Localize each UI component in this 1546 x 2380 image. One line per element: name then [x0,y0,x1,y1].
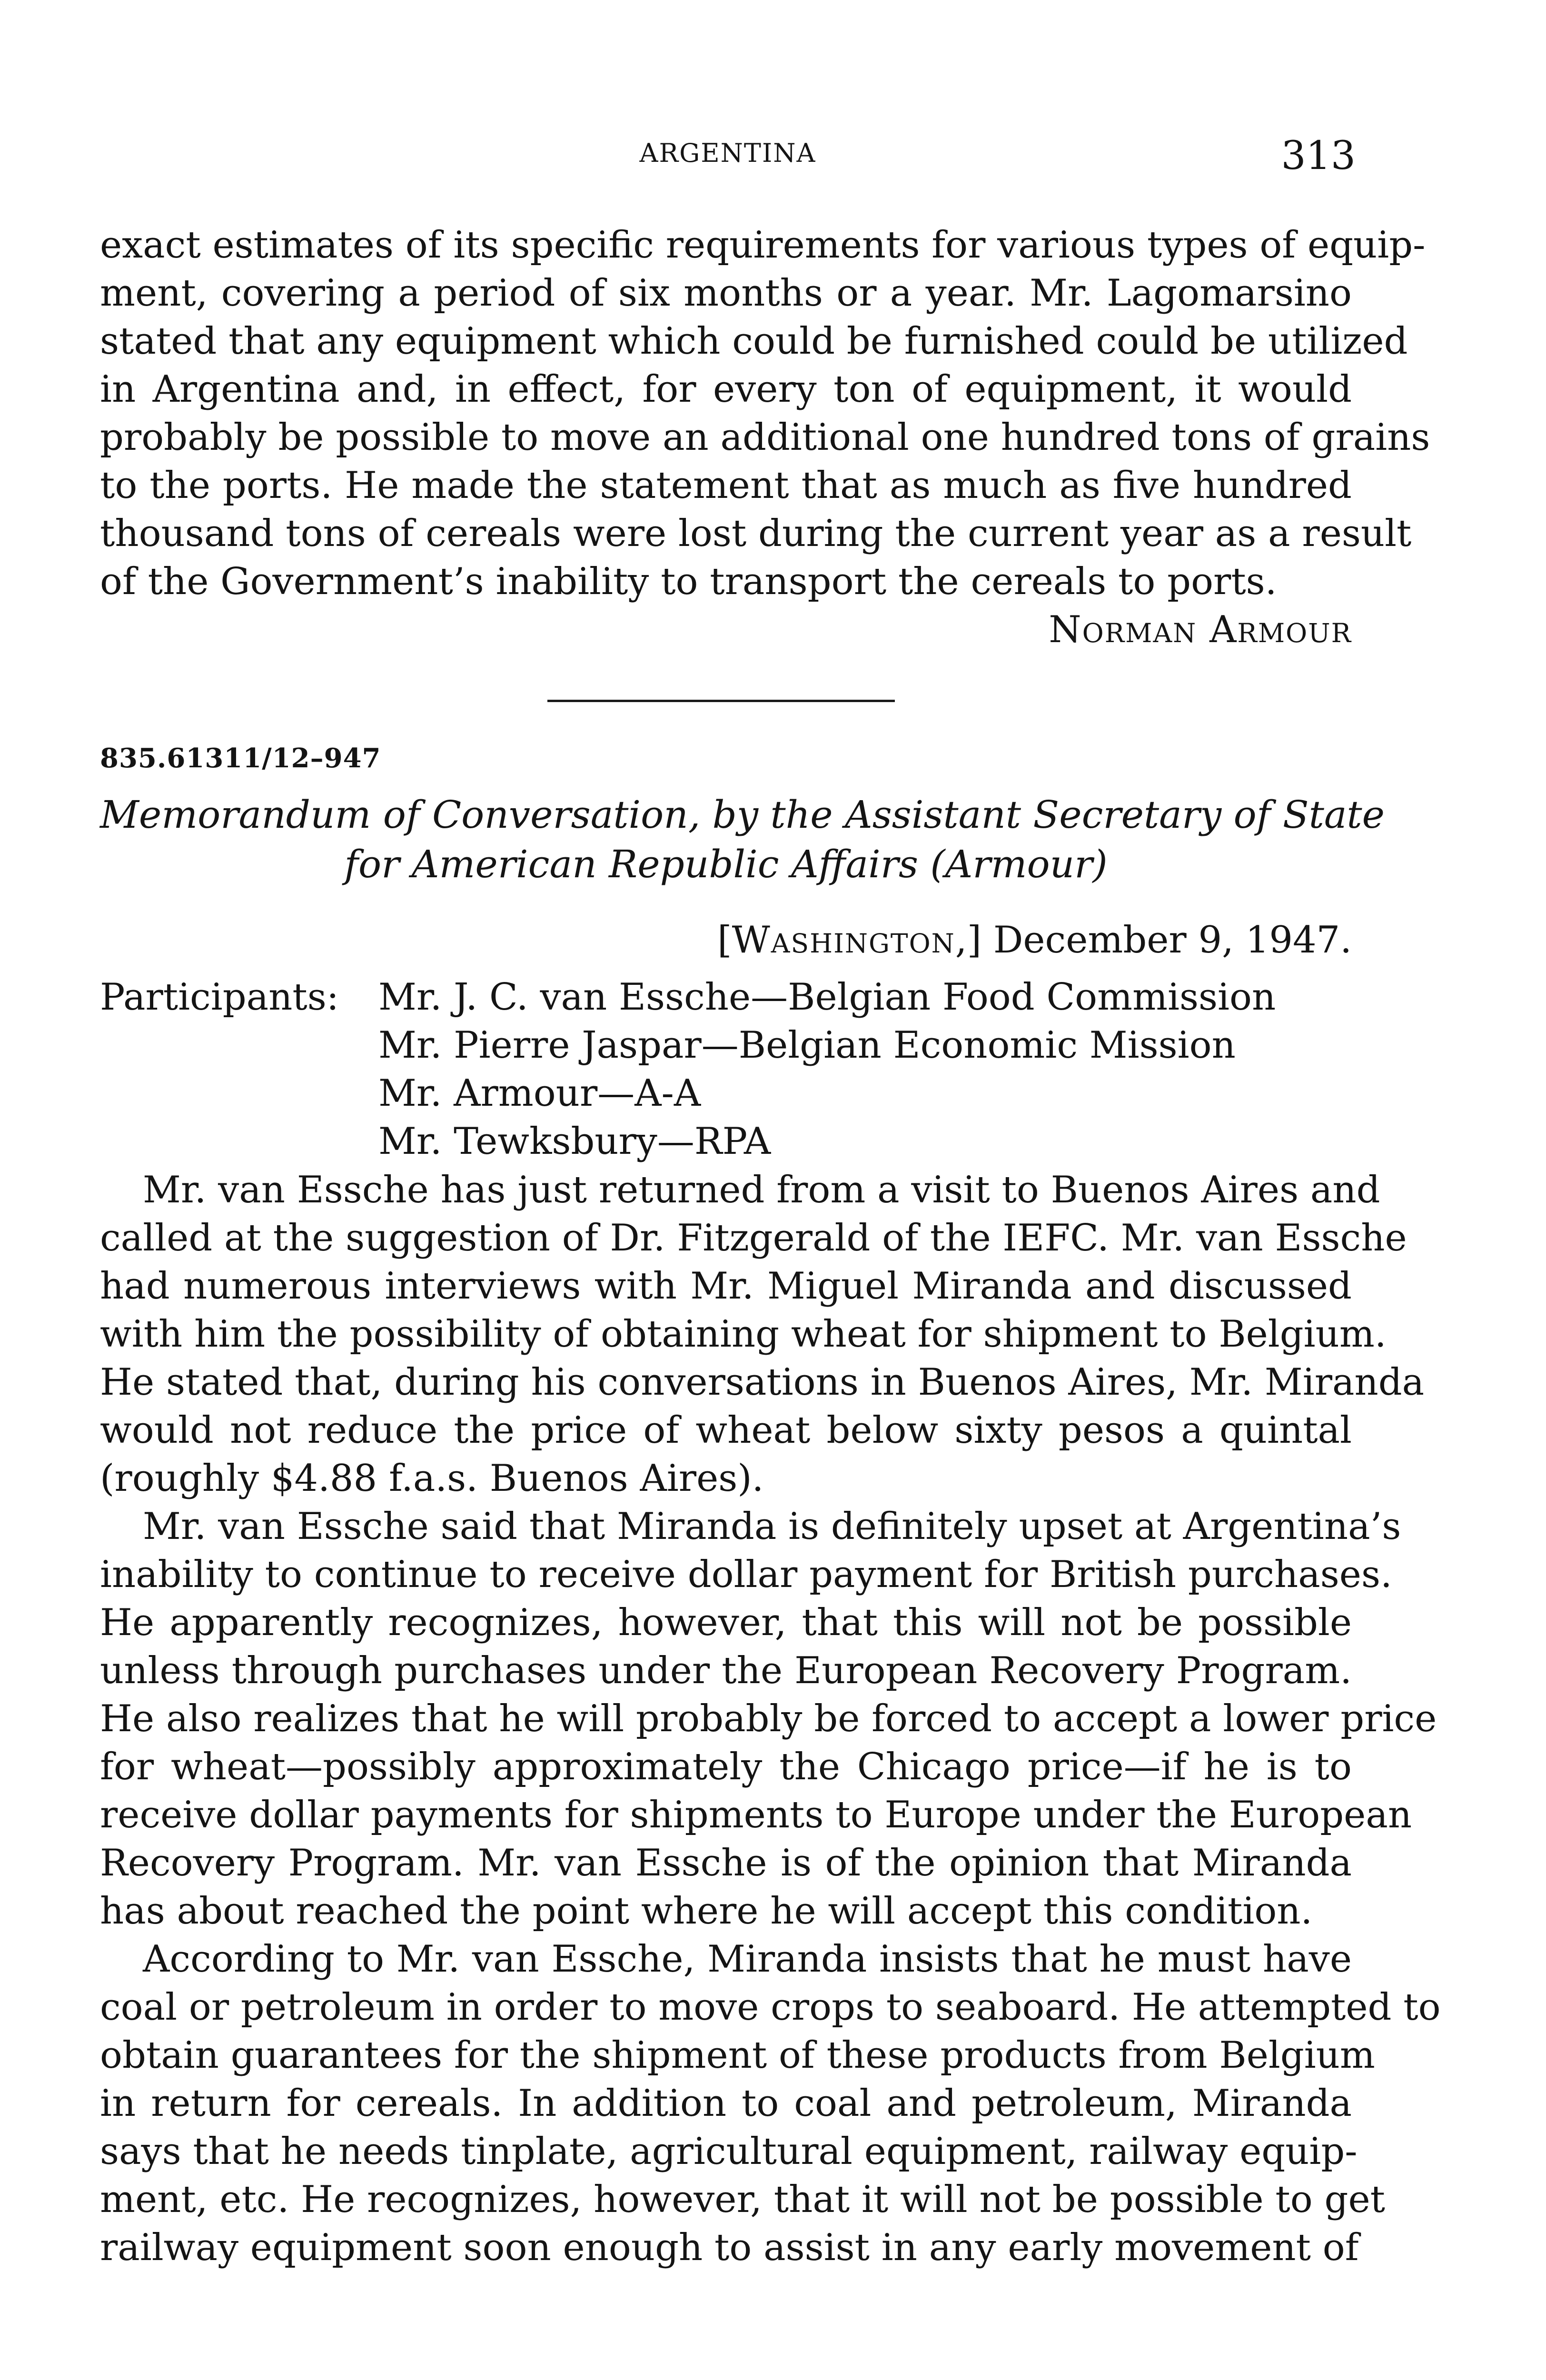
previous-letter-ending [100,221,1430,654]
document-file-number: 835.61311/12–947 [100,743,381,774]
text-line: in return for cereals. In addition to coal and petroleum, Miranda [100,2082,1352,2125]
participants-list [378,973,1276,1166]
text-line: in Argentina and, in effect, for every ton of equipment, it would [100,368,1352,411]
text-line: Mr. van Essche has just returned from a visit to Buenos Aires and [143,1169,1380,1211]
participant: Mr. Armour—A-A [378,1072,701,1115]
dateline-place: Washington [732,919,955,962]
text-line: probably be possible to move an additional one hundred tons of grains [100,416,1430,459]
participant: Mr. Tewksbury—RPA [378,1120,771,1163]
dateline-open-bracket: [ [717,919,732,962]
page-header [100,133,1356,190]
section-divider [547,700,895,702]
memo-body [100,1166,1441,2272]
text-line: He also realizes that he will probably be forced to accept a lower price [100,1697,1437,1740]
text-line: would not reduce the price of wheat below sixty pesos a quintal [100,1409,1352,1452]
text-line: called at the suggestion of Dr. Fitzgerald of the IEFC. Mr. van Essche [100,1217,1407,1259]
text-line: for wheat—possibly approximately the Chicago price—if he is to [100,1745,1352,1788]
title-line: for American Republic Affairs (Armour) [344,842,1108,886]
text-line: to the ports. He made the statement that as much as five hundred [100,464,1352,507]
text-line: railway equipment soon enough to assist in any early movement of [100,2226,1359,2269]
text-line: had numerous interviews with Mr. Miguel Miranda and discussed [100,1265,1352,1308]
text-line: exact estimates of its specific requirements for various types of equip- [100,224,1426,267]
text-line: ment, etc. He recognizes, however, that it will not be possible to get [100,2178,1385,2221]
running-head: ARGENTINA [639,138,816,168]
page-number: 313 [1281,133,1356,178]
text-line: (roughly $4.88 f.a.s. Buenos Aires). [100,1457,764,1500]
text-line: unless through purchases under the European Recovery Program. [100,1649,1352,1692]
text-line: with him the possibility of obtaining wheat for shipment to Belgium. [100,1313,1387,1356]
participants-label: Participants: [100,976,339,1019]
dateline-close-bracket: ,] [955,919,982,962]
text-line: Recovery Program. Mr. van Essche is of the opinion that Miranda [100,1842,1352,1884]
text-line: According to Mr. van Essche, Miranda insists that he must have [143,1938,1352,1981]
title-line: Memorandum of Conversation, by the Assistant Secretary of State [100,793,1385,837]
text-line: of the Government’s inability to transport the cereals to ports. [100,560,1277,603]
text-line: receive dollar payments for shipments to Europe under the European [100,1794,1412,1836]
text-line: has about reached the point where he will accept this condition. [100,1890,1313,1933]
text-line: obtain guarantees for the shipment of these products from Belgium [100,2034,1375,2077]
participant: Mr. J. C. van Essche—Belgian Food Commission [378,976,1276,1019]
document-title [100,790,1385,889]
dateline [717,919,1352,962]
text-line: thousand tons of cereals were lost during the current year as a result [100,512,1412,555]
text-line: ment, covering a period of six months or a year. Mr. Lagomarsino [100,272,1352,315]
participant: Mr. Pierre Jaspar—Belgian Economic Mission [378,1024,1236,1067]
text-line: coal or petroleum in order to move crops to seaboard. He attempted to [100,1986,1441,2029]
signature: Norman Armour [1049,608,1352,651]
text-line: He apparently recognizes, however, that this will not be possible [100,1601,1352,1644]
text-line: says that he needs tinplate, agricultural equipment, railway equip- [100,2130,1358,2173]
text-line: stated that any equipment which could be furnished could be utilized [100,320,1408,363]
text-line: He stated that, during his conversations in Buenos Aires, Mr. Miranda [100,1361,1425,1404]
text-line: inability to continue to receive dollar payment for British purchases. [100,1553,1392,1596]
dateline-date: December 9, 1947. [993,919,1352,962]
text-line: Mr. van Essche said that Miranda is definitely upset at Argentina’s [143,1505,1401,1548]
